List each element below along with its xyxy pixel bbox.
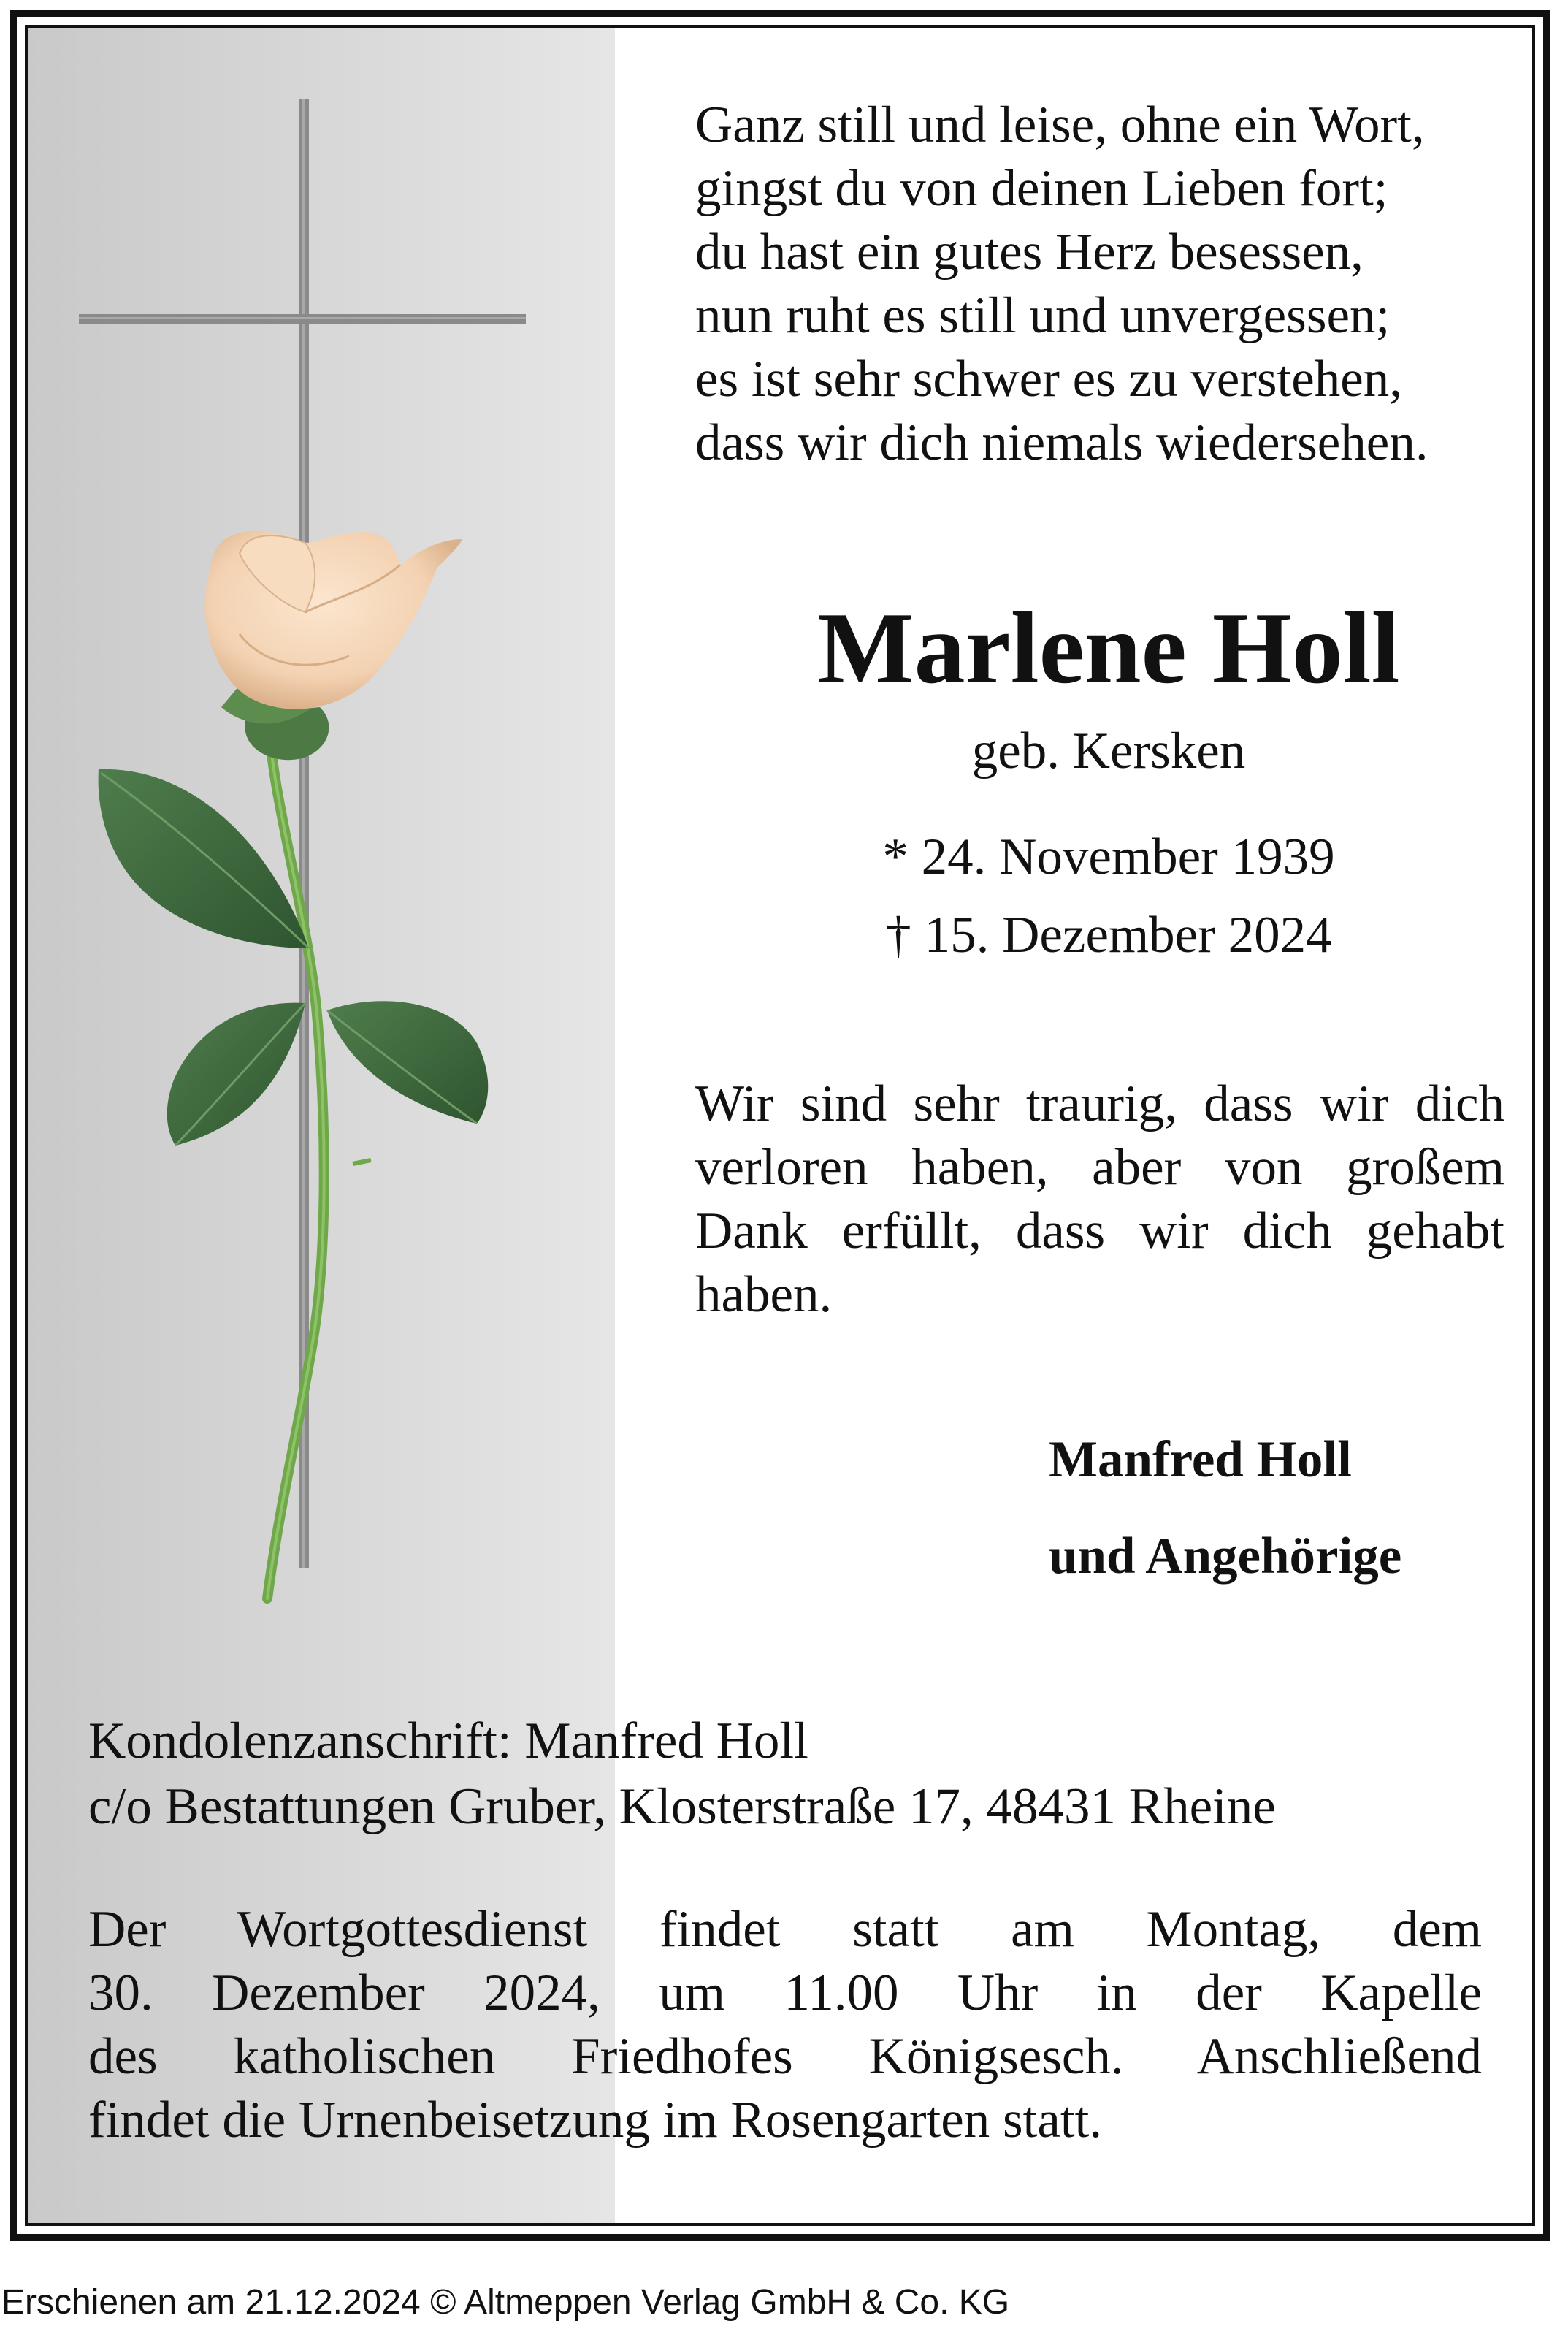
message-line: Wir sind sehr traurig, dass wir dich bbox=[695, 1075, 1504, 1132]
deceased-name: Marlene Holl bbox=[817, 592, 1400, 705]
poem bbox=[695, 94, 1535, 475]
poem-line: dass wir dich niemals wiedersehen. bbox=[695, 414, 1429, 471]
death-date: † 15. Dezember 2024 bbox=[885, 907, 1332, 964]
cross-and-rose-illustration bbox=[28, 28, 615, 1672]
condolence-line: c/o Bestattungen Gruber, Klosterstraße 17, 48431 Rheine bbox=[88, 1778, 1276, 1835]
rose-bloom-icon bbox=[204, 531, 462, 760]
poem-line: Ganz still und leise, ohne ein Wort, bbox=[695, 96, 1425, 153]
obituary-notice bbox=[25, 25, 1535, 2226]
service-line: Der Wortgottesdienst findet statt am Montag, dem bbox=[88, 1901, 1482, 1958]
poem-line: gingst du von deinen Lieben fort; bbox=[695, 160, 1388, 217]
publication-footer: Erschienen am 21.12.2024 © Altmeppen Verlag GmbH & Co. KG bbox=[1, 2283, 1010, 2322]
rose-stem-icon bbox=[267, 711, 324, 1598]
condolence-line: Kondolenzanschrift: Manfred Holl bbox=[88, 1712, 808, 1769]
poem-line: es ist sehr schwer es zu verstehen, bbox=[695, 351, 1403, 408]
farewell-message bbox=[695, 1072, 1504, 1327]
signer-primary: Manfred Holl bbox=[1049, 1431, 1352, 1488]
service-line: des katholischen Friedhofes Königsesch. Anschließend bbox=[88, 2028, 1482, 2085]
service-line: 30. Dezember 2024, um 11.00 Uhr in der Kapelle bbox=[88, 1964, 1482, 2021]
signer-secondary: und Angehörige bbox=[1049, 1528, 1402, 1585]
service-line: findet die Urnenbeisetzung im Rosengarten statt. bbox=[88, 2092, 1103, 2149]
maiden-name: geb. Kersken bbox=[971, 723, 1246, 779]
condolence-address bbox=[88, 1708, 1476, 1840]
poem-line: du hast ein gutes Herz besessen, bbox=[695, 224, 1364, 281]
message-line: verloren haben, aber von großem bbox=[695, 1139, 1504, 1196]
birth-date: * 24. November 1939 bbox=[882, 828, 1335, 885]
message-line: haben. bbox=[695, 1266, 833, 1323]
message-line: Dank erfüllt, dass wir dich gehabt bbox=[695, 1202, 1504, 1259]
service-info bbox=[88, 1898, 1482, 2152]
poem-line: nun ruht es still und unvergessen; bbox=[695, 287, 1391, 344]
rose-leaves-icon bbox=[99, 769, 489, 1164]
